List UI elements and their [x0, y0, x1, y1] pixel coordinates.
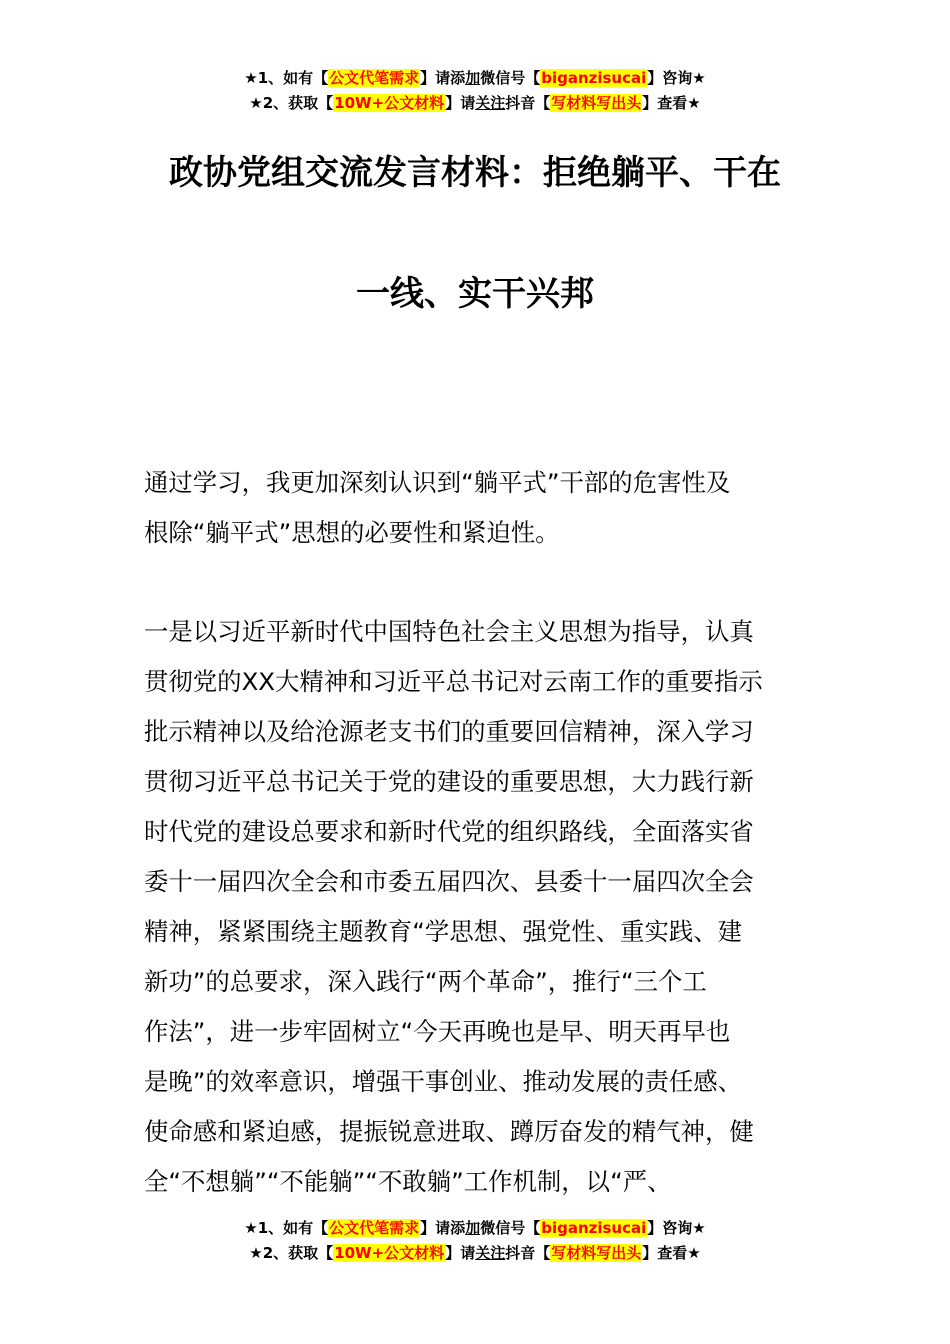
paragraph-line: 全“不想躺”“不能躺”“不敢躺”工作机制，以“严、: [144, 1167, 672, 1196]
promo-banner-top: [0, 66, 950, 116]
promo-highlight: biganzisucai: [541, 69, 647, 87]
promo-text: 微信号【: [480, 69, 541, 87]
paragraph-line: 精神，紧紧围绕主题教育“学思想、强党性、重实践、建: [144, 917, 743, 946]
promo-line-2: [0, 1241, 950, 1266]
promo-line-1: [0, 1216, 950, 1241]
promo-text: 】查看★: [642, 94, 701, 112]
paragraph-line: 委十一届四次全会和市委五届四次、县委十一届四次全会: [144, 867, 754, 896]
promo-highlight: 公文代笔需求: [329, 69, 420, 87]
promo-text: 】咨询★: [647, 1219, 706, 1237]
paragraph-line: 根除“躺平式”思想的必要性和紧迫性。: [144, 518, 560, 547]
promo-highlight: 写材料写出头: [551, 94, 642, 112]
promo-text: 】请: [445, 94, 476, 112]
promo-emphasis: 加: [465, 1219, 481, 1237]
promo-line-2: [0, 91, 950, 116]
promo-emphasis: 关注: [475, 1244, 506, 1262]
promo-text: ★2、获取【: [249, 94, 334, 112]
promo-highlight: 10W+公文材料: [334, 94, 445, 112]
promo-text: 】咨询★: [647, 69, 706, 87]
promo-text: 】查看★: [642, 1244, 701, 1262]
promo-highlight: 10W+公文材料: [334, 1244, 445, 1262]
promo-text: 】请添: [420, 69, 466, 87]
promo-highlight: biganzisucai: [541, 1219, 647, 1237]
paragraph-line: 作法”，进一步牢固树立“今天再晚也是早、明天再早也: [144, 1017, 731, 1046]
promo-highlight: 公文代笔需求: [329, 1219, 420, 1237]
promo-banner-bottom: [0, 1216, 950, 1266]
paragraph-1: [144, 458, 808, 558]
paragraph-line: 贯彻习近平总书记关于党的建设的重要思想，大力践行新: [144, 767, 754, 796]
promo-text: ★1、如有【: [244, 1219, 329, 1237]
promo-line-1: [0, 66, 950, 91]
promo-text: ★1、如有【: [244, 69, 329, 87]
paragraph-line: 新功”的总要求，深入践行“两个革命”，推行“三个工: [144, 967, 707, 996]
document-title-line-2: 一线、实干兴邦: [356, 274, 594, 314]
promo-text: 抖音【: [505, 94, 551, 112]
document-title-line-1: 政协党组交流发言材料：拒绝躺平、干在: [169, 153, 781, 193]
promo-emphasis: 加: [465, 69, 481, 87]
promo-text: ★2、获取【: [249, 1244, 334, 1262]
paragraph-line: 一是以习近平新时代中国特色社会主义思想为指导，认真: [144, 617, 754, 646]
paragraph-line: 贯彻党的XX大精神和习近平总书记对云南工作的重要指示: [144, 667, 763, 696]
promo-text: 微信号【: [480, 1219, 541, 1237]
paragraph-line: 通过学习，我更加深刻认识到“躺平式”干部的危害性及: [144, 468, 731, 497]
paragraph-2: [144, 607, 808, 1207]
paragraph-line: 使命感和紧迫感，提振锐意进取、蹲厉奋发的精气神，健: [144, 1117, 754, 1146]
promo-text: 】请添: [420, 1219, 466, 1237]
promo-emphasis: 关注: [475, 94, 506, 112]
paragraph-line: 批示精神以及给沧源老支书们的重要回信精神，深入学习: [144, 717, 754, 746]
paragraph-line: 时代党的建设总要求和新时代党的组织路线，全面落实省: [144, 817, 754, 846]
paragraph-line: 是晚”的效率意识，增强干事创业、推动发展的责任感、: [144, 1067, 743, 1096]
promo-text: 】请: [445, 1244, 476, 1262]
promo-highlight: 写材料写出头: [551, 1244, 642, 1262]
promo-text: 抖音【: [505, 1244, 551, 1262]
